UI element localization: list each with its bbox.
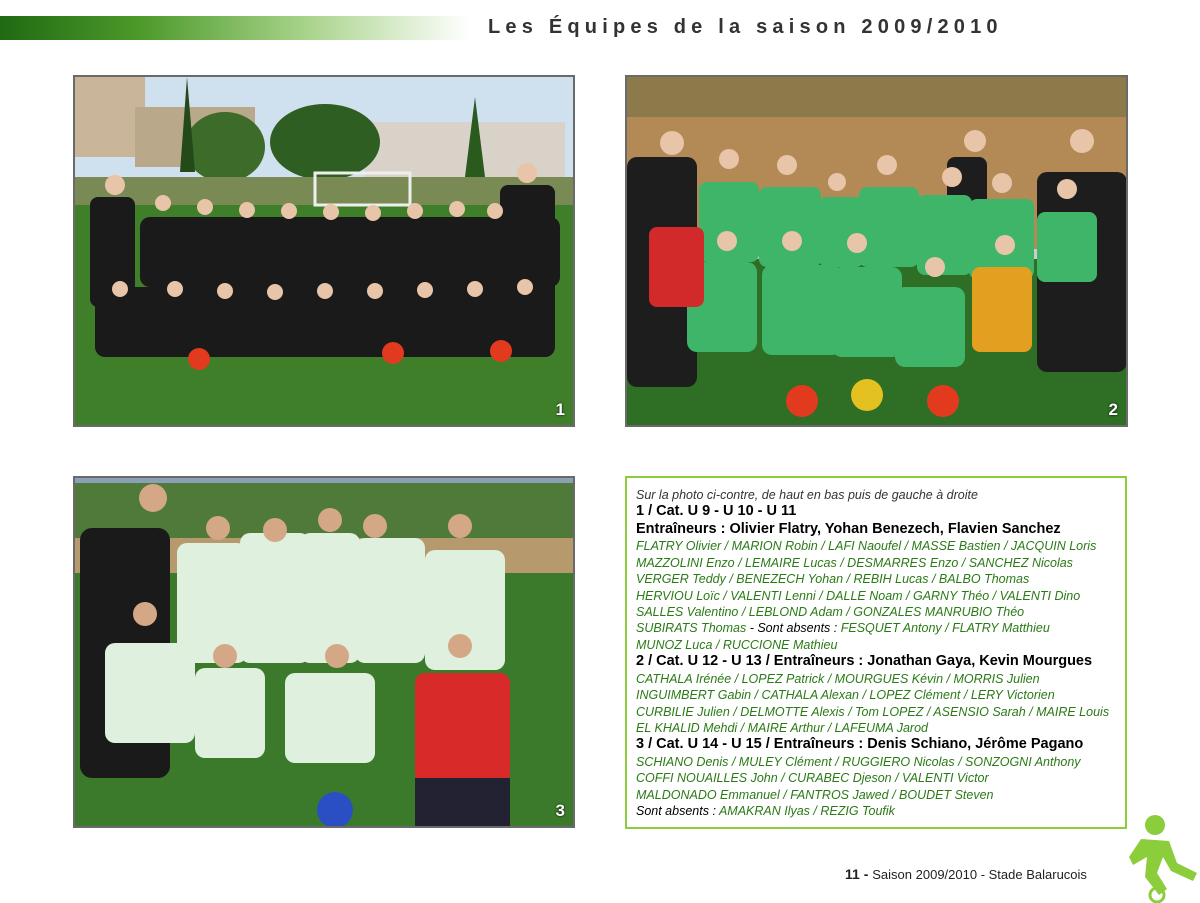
team-photo-3 — [73, 476, 575, 828]
team2-line: INGUIMBERT Gabin / CATHALA Alexan / LOPEZ Clément / LERY Victorien — [636, 688, 1055, 703]
team-photo-2 — [625, 75, 1128, 427]
team3-absent-line — [636, 803, 1117, 819]
footballer-logo-icon — [1127, 813, 1200, 903]
team1-absent-names: FESQUET Antony / FLATRY Matthieu — [840, 621, 1050, 636]
team3-line: MALDONADO Emmanuel / FANTROS Jawed / BOUDET Steven — [636, 787, 994, 802]
page-number: 11 — [845, 866, 860, 882]
team1-coaches: Entraîneurs : Olivier Flatry, Yohan Benezech, Flavien Sanchez — [636, 520, 1061, 537]
team1-last-name: SUBIRATS Thomas — [636, 621, 747, 636]
team-photo-2-image — [627, 77, 1126, 425]
page-title: Les Équipes de la saison 2009/2010 — [488, 16, 1003, 38]
team1-absent-label: - Sont absents : — [746, 621, 841, 636]
team1-line: SALLES Valentino / LEBLOND Adam / GONZALES MANRUBIO Théo — [636, 605, 1025, 620]
photo-number: 2 — [1108, 400, 1118, 419]
team3-line: SCHIANO Denis / MULEY Clément / RUGGIERO Nicolas / SONZOGNI Anthony — [636, 754, 1081, 769]
team3-absent-label: Sont absents : — [636, 804, 719, 819]
team2-line: EL KHALID Mehdi / MAIRE Arthur / LAFEUMA Jarod — [636, 720, 928, 735]
team-photo-1-image — [75, 77, 573, 425]
roster-box — [625, 476, 1127, 829]
footer-dash: - — [859, 866, 873, 882]
team2-heading: 2 / Cat. U 12 - U 13 / Entraîneurs : Jonathan Gaya, Kevin Mourgues — [636, 653, 1093, 670]
header-gradient-bar — [0, 16, 470, 40]
team1-line: HERVIOU Loïc / VALENTI Lenni / DALLE Noam / GARNY Théo / VALENTI Dino — [636, 588, 1081, 603]
team2-line: CATHALA Irénée / LOPEZ Patrick / MOURGUES Kévin / MORRIS Julien — [636, 671, 1040, 686]
photo-number: 1 — [555, 400, 565, 419]
footer-text: Saison 2009/2010 - Stade Balarucois — [872, 867, 1087, 882]
team-photo-3-image — [75, 478, 573, 826]
team1-line: MAZZOLINI Enzo / LEMAIRE Lucas / DESMARRES Enzo / SANCHEZ Nicolas — [636, 555, 1073, 570]
team3-absent-names: AMAKRAN Ilyas / REZIG Toufik — [718, 804, 895, 819]
page-footer — [845, 866, 1087, 882]
team1-line: FLATRY Olivier / MARION Robin / LAFI Naoufel / MASSE Bastien / JACQUIN Loris — [636, 539, 1097, 554]
team2-line: CURBILIE Julien / DELMOTTE Alexis / Tom LOPEZ / ASENSIO Sarah / MAIRE Louis — [636, 704, 1110, 719]
team1-absent-line-2: MUNOZ Luca / RUCCIONE Mathieu — [636, 637, 838, 652]
team1-absent-line — [636, 620, 1117, 636]
team-photo-1 — [73, 75, 575, 427]
photo-number: 3 — [555, 801, 565, 820]
roster-intro: Sur la photo ci-contre, de haut en bas puis de gauche à droite — [636, 488, 978, 502]
team3-line: COFFI NOUAILLES John / CURABEC Djeson / VALENTI Victor — [636, 771, 989, 786]
team1-category: 1 / Cat. U 9 - U 10 - U 11 — [636, 503, 797, 520]
team1-line: VERGER Teddy / BENEZECH Yohan / REBIH Lucas / BALBO Thomas — [636, 572, 1030, 587]
team3-heading: 3 / Cat. U 14 - U 15 / Entraîneurs : Denis Schiano, Jérôme Pagano — [636, 736, 1084, 753]
